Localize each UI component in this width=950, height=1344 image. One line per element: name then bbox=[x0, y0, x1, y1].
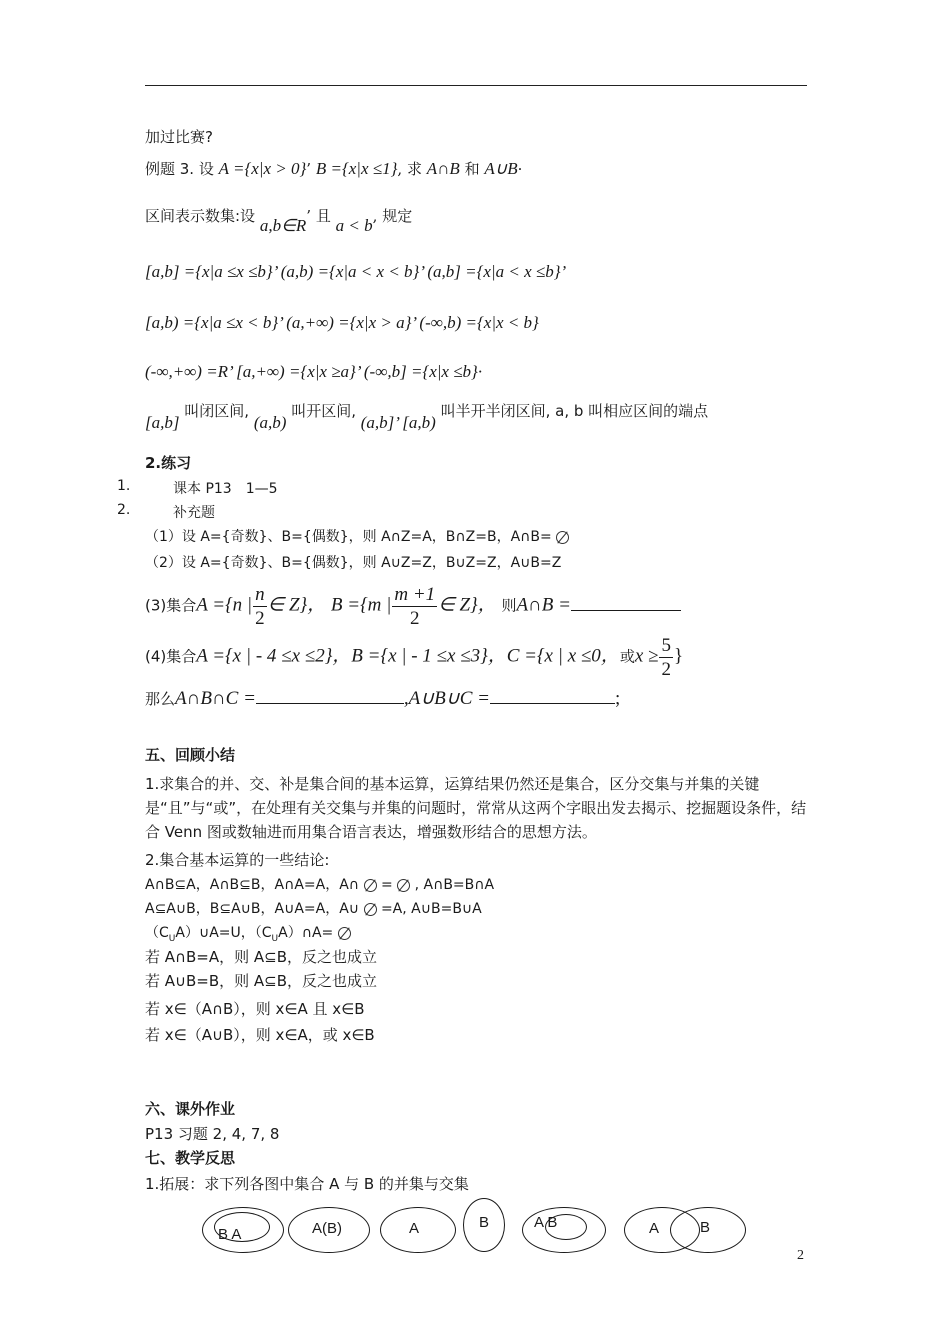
venn-3-label-b: B bbox=[479, 1214, 490, 1231]
summary-law-3b: A）∪A=U，（C bbox=[175, 925, 272, 941]
q3-frac-2-numerator: m +1 bbox=[394, 584, 436, 605]
venn-4-label: A B bbox=[534, 1214, 558, 1231]
practice-item-1-text: 课本 P13 1—5 bbox=[173, 481, 278, 497]
q3-frac-2-denominator: 2 bbox=[410, 608, 420, 629]
example-3: 例题 3. 设 A ={x|x > 0}’ B ={x|x ≤1}, 求 A∩B 和 A∪B· bbox=[145, 159, 523, 178]
q3-frac-1-numerator: n bbox=[255, 584, 265, 605]
q5-part-a: A∩B∩C = bbox=[175, 688, 256, 709]
practice-sub-1-text: （1）设 A={奇数}、B={偶数}，则 A∩Z=A，B∩Z=B，A∩B= bbox=[145, 529, 552, 545]
q5-answer-blank-b[interactable] bbox=[490, 689, 615, 704]
q4-prefix: (4)集合 bbox=[145, 647, 197, 666]
q3-set-b: B ={m | bbox=[330, 594, 392, 616]
interval-definition: 区间表示数集:设 a,b∈R’ 且 a < b, 规定 bbox=[145, 207, 413, 235]
q4-end: } bbox=[673, 645, 684, 667]
half-interval-symbol: (a,b]’ [a,b) bbox=[360, 413, 436, 432]
practice-question-3 bbox=[145, 585, 681, 628]
interval-names bbox=[145, 400, 709, 432]
page-number: 2 bbox=[797, 1248, 804, 1263]
intro-line: 加过比赛? bbox=[145, 128, 213, 146]
example-3-union: A∪B bbox=[484, 159, 518, 178]
q3-then: 则 bbox=[501, 596, 517, 615]
summary-law-2 bbox=[145, 898, 482, 918]
interval-rule: 规定 bbox=[382, 207, 413, 225]
q3-set-a-end: ∈ Z}， bbox=[267, 594, 327, 616]
summary-law-1a: A∩B⊆A，A∩B⊆B，A∩A=A，A∩ bbox=[145, 877, 360, 893]
empty-set-icon bbox=[397, 879, 410, 892]
venn-5-label-a: A bbox=[649, 1220, 660, 1237]
venn-3-label-a: A bbox=[409, 1220, 420, 1237]
summary-law-1c: , A∩B=B∩A bbox=[414, 877, 495, 893]
interval-row-3: (-∞,+∞) =R’ [a,+∞) ={x|x ≥a}’ (-∞,b] ={x|x ≤b}· bbox=[145, 362, 483, 381]
example-3-intersection: A∩B bbox=[426, 159, 460, 178]
q4-x: x ≥ bbox=[634, 645, 659, 667]
q4-or: 或 bbox=[619, 647, 635, 666]
q3-prefix: (3)集合 bbox=[145, 596, 197, 615]
q3-set-a: A ={n | bbox=[196, 594, 253, 616]
q3-frac-1-denominator: 2 bbox=[255, 608, 265, 629]
summary-law-3 bbox=[145, 922, 351, 944]
reflection-heading: 七、教学反思 bbox=[145, 1149, 236, 1167]
empty-set-icon bbox=[364, 879, 377, 892]
interval-row-2: [a,b) ={x|a ≤x < b}’ (a,+∞) ={x|x > a}’ (-∞,b) ={x|x < b} bbox=[145, 313, 539, 332]
summary-paragraph-2: 2.集合基本运算的一些结论: bbox=[145, 851, 330, 869]
practice-item-2-number: 2. bbox=[117, 502, 131, 518]
summary-law-4: 若 A∩B=A，则 A⊆B，反之也成立 bbox=[145, 948, 378, 966]
q5-part-b: ,A∪B∪C = bbox=[403, 688, 490, 709]
q5-prefix: 那么 bbox=[145, 690, 176, 708]
example-3-ask: 求 bbox=[406, 160, 422, 178]
empty-set-icon bbox=[364, 903, 377, 916]
summary-law-2b: =A, A∪B=B∪A bbox=[380, 901, 482, 917]
q4-frac-denominator: 2 bbox=[661, 659, 671, 680]
q3-set-b-end: ∈ Z}， bbox=[438, 594, 497, 616]
homework-heading: 六、课外作业 bbox=[145, 1100, 236, 1118]
example-3-set-b: B ={x|x ≤1} bbox=[315, 159, 398, 178]
venn-1-label: B A bbox=[218, 1226, 242, 1243]
practice-item-1-number: 1. bbox=[117, 478, 131, 494]
open-interval-symbol: (a,b) bbox=[253, 413, 287, 432]
summary-law-2a: A⊆A∪B，B⊆A∪B，A∪A=A，A∪ bbox=[145, 901, 360, 917]
q5-answer-blank-a[interactable] bbox=[256, 689, 404, 704]
example-3-set-a: A ={x|x > 0} bbox=[218, 159, 307, 178]
practice-question-5 bbox=[145, 687, 620, 710]
summary-law-3c: A）∩A= bbox=[278, 925, 334, 941]
example-3-and: 和 bbox=[464, 160, 480, 178]
practice-sub-1 bbox=[145, 526, 569, 546]
closed-interval-text: 叫闭区间, bbox=[184, 402, 250, 420]
q4-frac-numerator: 5 bbox=[661, 635, 671, 656]
venn-5-label-b: B bbox=[700, 1219, 711, 1236]
homework-text: P13 习题 2, 4, 7, 8 bbox=[145, 1125, 280, 1143]
venn-2-label: A(B) bbox=[312, 1220, 342, 1237]
interval-row-1: [a,b] ={x|a ≤x ≤b}’ (a,b) ={x|a < x < b}’ (a,b] ={x|a < x ≤b}’ bbox=[145, 262, 567, 281]
summary-law-1 bbox=[145, 874, 494, 894]
example-3-label: 例题 3. 设 bbox=[145, 160, 214, 178]
open-interval-text: 叫开区间, bbox=[291, 402, 356, 420]
practice-item-2-text: 补充题 bbox=[173, 505, 215, 521]
practice-sub-2: （2）设 A={奇数}、B={偶数}，则 A∪Z=Z，B∪Z=Z，A∪B=Z bbox=[145, 555, 562, 571]
half-interval-text: 叫半开半闭区间, a, b 叫相应区间的端点 bbox=[440, 402, 709, 420]
interval-qie: 且 bbox=[315, 207, 331, 225]
summary-law-3-subscript-1: U bbox=[168, 933, 176, 944]
summary-heading: 五、回顾小结 bbox=[145, 746, 236, 764]
header-rule bbox=[145, 85, 807, 86]
q5-end: ; bbox=[614, 688, 621, 709]
summary-law-6: 若 x∈（A∩B），则 x∈A 且 x∈B bbox=[145, 1000, 365, 1018]
summary-law-1b: = bbox=[380, 877, 393, 893]
summary-paragraph-1: 1.求集合的并、交、补是集合间的基本运算，运算结果仍然还是集合，区分交集与并集的关键是“且”与“或”，在处理有关交集与并集的问题时，常常从这两个字眼出发去揭示、挖掘题设条件，结合 Venn 图或数轴进而用集合语言表达，增强数形结合的思想方法。 bbox=[145, 775, 807, 841]
practice-question-4 bbox=[145, 636, 683, 679]
summary-law-3-subscript-2: U bbox=[271, 933, 279, 944]
interval-label: 区间表示数集:设 bbox=[145, 207, 256, 225]
reflection-text: 1.拓展：求下列各图中集合 A 与 B 的并集与交集 bbox=[145, 1175, 469, 1193]
summary-law-3a: （C bbox=[145, 925, 169, 941]
interval-lt: a < b bbox=[335, 216, 373, 235]
q4-body: A ={x | - 4 ≤x ≤2}，B ={x | - 1 ≤x ≤3}，C ={x | x ≤0， bbox=[196, 645, 620, 667]
empty-set-icon bbox=[556, 531, 569, 544]
interval-ab: a,b∈R bbox=[259, 216, 307, 235]
summary-law-5: 若 A∪B=B，则 A⊆B，反之也成立 bbox=[145, 972, 378, 990]
empty-set-icon bbox=[338, 927, 351, 940]
q3-ask: A∩B = bbox=[516, 594, 571, 616]
q3-answer-blank[interactable] bbox=[571, 596, 681, 611]
summary-law-7: 若 x∈（A∪B），则 x∈A，或 x∈B bbox=[145, 1026, 375, 1044]
closed-interval-symbol: [a,b] bbox=[145, 413, 180, 432]
practice-heading: 2.练习 bbox=[145, 454, 192, 472]
